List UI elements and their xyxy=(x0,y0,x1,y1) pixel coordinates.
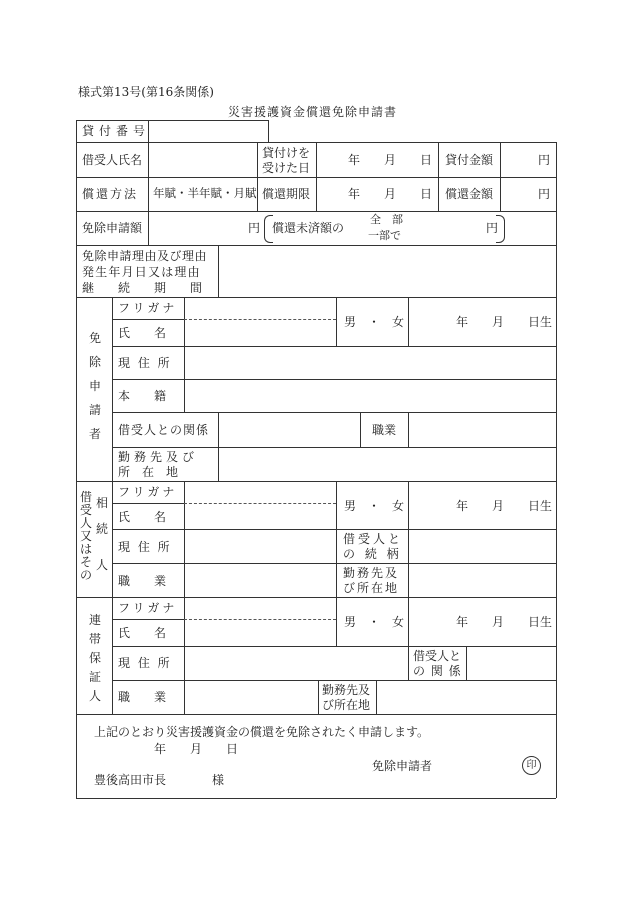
date-day: 日 xyxy=(420,153,433,167)
applicant-signature-label: 免除申請者 xyxy=(372,759,433,773)
date-year: 年 xyxy=(348,153,361,167)
grid-line xyxy=(76,245,556,246)
grid-line xyxy=(184,503,336,504)
grid-line xyxy=(76,481,556,482)
grid-line xyxy=(112,447,556,448)
heir-section-label-col1: 借 受 人 又 は そ の xyxy=(80,490,93,582)
grid-line xyxy=(148,211,149,245)
seal-stamp: 印 xyxy=(522,756,541,775)
grid-line xyxy=(76,597,556,598)
applicant-furigana-label: フリガナ xyxy=(118,301,178,315)
applicant-sex: 男 ・ 女 xyxy=(344,315,405,329)
heir-section-label-col2: 相 続 人 xyxy=(96,496,109,572)
grid-line xyxy=(184,319,336,320)
date-month: 月 xyxy=(384,153,397,167)
guarantor-sex: 男 ・ 女 xyxy=(344,615,405,629)
grid-line xyxy=(76,120,268,121)
grid-line xyxy=(316,142,317,211)
applicant-birth-day: 日生 xyxy=(528,315,553,329)
grid-line xyxy=(184,619,336,620)
guarantor-furigana-label: フリガナ xyxy=(118,601,178,615)
exempt-amount-label: 免除申請額 xyxy=(82,221,143,235)
heir-workplace-label-2: び所在地 xyxy=(343,581,400,595)
heir-sex: 男 ・ 女 xyxy=(344,499,405,513)
guarantor-relation-label-1: 借受人と xyxy=(413,649,462,663)
grid-line xyxy=(360,412,361,447)
loan-amount-label: 貸付金額 xyxy=(445,153,494,167)
guarantor-section-label: 連 帯 保 証 人 xyxy=(88,613,101,703)
addressee-sama: 様 xyxy=(212,773,225,787)
applicant-occupation-label: 職業 xyxy=(372,423,397,437)
repay-amount-label: 償還金額 xyxy=(445,187,494,201)
date-received-label-2: 受けた日 xyxy=(262,161,311,175)
form-number: 様式第13号(第16条関係) xyxy=(78,85,214,99)
grid-line xyxy=(466,646,467,680)
applicant-workplace-label-2: 所 在 地 xyxy=(118,465,179,479)
grid-line xyxy=(112,529,556,530)
applicant-section-label: 免 除 申 請 者 xyxy=(88,331,101,441)
grid-line xyxy=(112,346,556,347)
grid-line xyxy=(112,563,556,564)
grid-line xyxy=(112,646,556,647)
grid-line xyxy=(336,297,337,346)
grid-line xyxy=(408,297,409,346)
guarantor-workplace-label-2: び所在地 xyxy=(322,698,371,712)
grid-line xyxy=(184,297,185,346)
heir-occupation-label: 職 業 xyxy=(118,574,167,588)
footer-date-month: 月 xyxy=(190,742,203,756)
grid-line xyxy=(184,481,185,597)
yen-unit: 円 xyxy=(486,221,499,235)
applicant-birth-month: 月 xyxy=(492,315,505,329)
grid-line xyxy=(408,412,409,447)
yen-unit: 円 xyxy=(248,221,261,235)
reason-label-1: 免除申請理由及び理由 xyxy=(82,249,208,263)
grid-line xyxy=(112,619,184,620)
heir-birth-year: 年 xyxy=(456,499,469,513)
grid-line xyxy=(268,120,269,142)
applicant-name-label: 氏 名 xyxy=(118,326,167,340)
addressee: 豊後高田市長 xyxy=(94,773,167,787)
grid-line xyxy=(336,481,337,597)
right-paren xyxy=(496,215,505,243)
repay-method-label: 償還方法 xyxy=(82,187,139,201)
repay-method-value: 年賦・半年賦・月賦 xyxy=(153,186,257,200)
reason-label-3: 継 続 期 間 xyxy=(82,281,203,295)
footer-date-day: 日 xyxy=(226,742,239,756)
grid-line xyxy=(408,481,409,597)
grid-line xyxy=(438,142,439,211)
guarantor-address-label: 現 住 所 xyxy=(118,656,172,670)
loan-number-label: 貸付番号 xyxy=(82,124,151,138)
grid-line xyxy=(76,120,77,798)
deadline-month: 月 xyxy=(384,187,397,201)
yen-unit: 円 xyxy=(538,187,551,201)
grid-line xyxy=(76,297,556,298)
guarantor-name-label: 氏 名 xyxy=(118,626,167,640)
repay-deadline-label: 償還期限 xyxy=(262,187,311,201)
guarantor-workplace-label-1: 勤務先及 xyxy=(322,683,371,697)
grid-line xyxy=(76,798,556,799)
grid-line xyxy=(556,142,557,798)
deadline-year: 年 xyxy=(348,187,361,201)
guarantor-occupation-label: 職 業 xyxy=(118,690,167,704)
grid-line xyxy=(336,597,337,646)
date-received-label-1: 貸付けを xyxy=(262,146,311,160)
applicant-relation-label: 借受人との関係 xyxy=(118,423,210,437)
unpaid-part: 一部で xyxy=(368,229,401,242)
grid-line xyxy=(500,142,501,211)
grid-line xyxy=(112,297,113,714)
grid-line xyxy=(112,319,184,320)
grid-line xyxy=(408,646,409,680)
heir-workplace-label-1: 勤務先及 xyxy=(343,566,400,580)
statement: 上記のとおり災害援護資金の償還を免除されたく申請します。 xyxy=(94,725,430,739)
applicant-birth-year: 年 xyxy=(456,315,469,329)
heir-address-label: 現 住 所 xyxy=(118,540,172,554)
applicant-address-label: 現 住 所 xyxy=(118,356,172,370)
grid-line xyxy=(318,680,319,714)
guarantor-birth-day: 日生 xyxy=(528,615,553,629)
applicant-workplace-label-1: 勤務先及び xyxy=(118,450,199,464)
grid-line xyxy=(376,680,377,714)
grid-line xyxy=(184,597,185,714)
applicant-honseki-label: 本 籍 xyxy=(118,389,167,403)
borrower-name-label: 借受人氏名 xyxy=(82,153,143,167)
grid-line xyxy=(112,412,556,413)
guarantor-birth-year: 年 xyxy=(456,615,469,629)
grid-line xyxy=(218,245,219,297)
heir-furigana-label: フリガナ xyxy=(118,485,178,499)
heir-birth-month: 月 xyxy=(492,499,505,513)
grid-line xyxy=(257,142,258,211)
grid-line xyxy=(408,597,409,646)
heir-relation-label-1: 借受人と xyxy=(343,532,404,546)
footer-date-year: 年 xyxy=(154,742,167,756)
heir-birth-day: 日生 xyxy=(528,499,553,513)
unpaid-all: 全 部 xyxy=(370,213,403,226)
grid-line xyxy=(76,714,556,715)
reason-label-2: 発生年月日又は理由 xyxy=(82,265,201,279)
yen-unit: 円 xyxy=(538,153,551,167)
guarantor-relation-label-2: の 関 係 xyxy=(413,664,462,678)
grid-line xyxy=(112,680,556,681)
heir-name-label: 氏 名 xyxy=(118,510,167,524)
unpaid-label: 償還未済額の xyxy=(272,221,345,235)
guarantor-birth-month: 月 xyxy=(492,615,505,629)
grid-line xyxy=(112,379,556,380)
form-title: 災害援護資金償還免除申請書 xyxy=(228,105,398,119)
deadline-day: 日 xyxy=(420,187,433,201)
grid-line xyxy=(112,503,184,504)
heir-relation-label-2: の 続 柄 xyxy=(343,547,402,561)
